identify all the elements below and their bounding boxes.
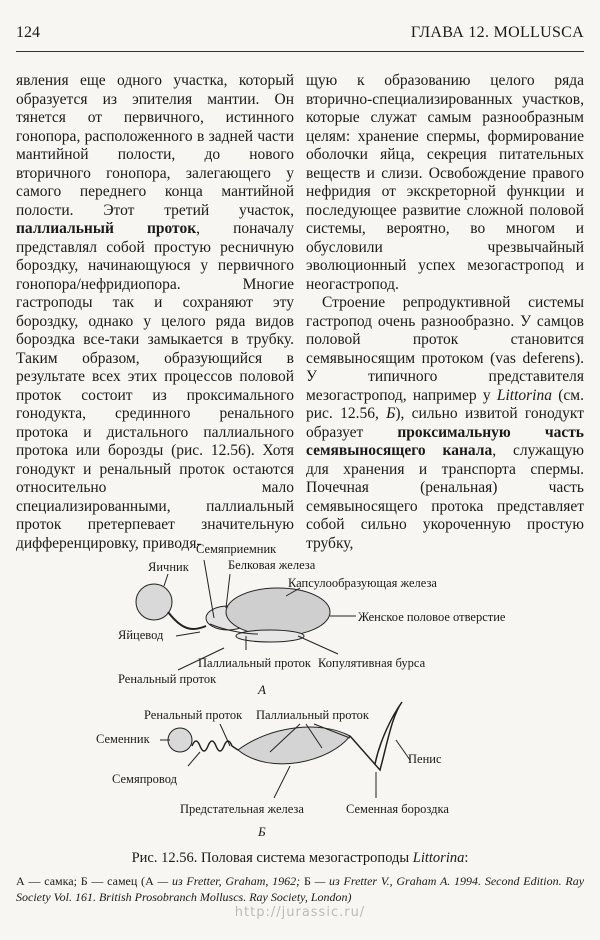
genus-name: Littorina [496, 386, 552, 404]
capsule-gland-shape [226, 588, 330, 636]
label-renal-duct-a: Ренальный проток [118, 672, 217, 686]
chapter-title: ГЛАВА 12. MOLLUSCA [410, 24, 584, 41]
label-seminal-receptacle: Семяприемник [196, 542, 277, 556]
term-proximal-vas: проксимальную часть семявыносящего канала [306, 423, 585, 459]
label-pallial-duct-b: Паллиальный проток [256, 708, 369, 722]
page-number: 124 [16, 24, 40, 41]
header-rule [16, 51, 584, 52]
prostate-shape [238, 727, 350, 764]
label-ovary: Яичник [148, 560, 189, 574]
testis-shape [168, 728, 192, 752]
label-capsule-gland: Капсулообразующая железа [288, 576, 437, 590]
label-albumen-gland: Белковая железа [228, 558, 316, 572]
label-penis: Пенис [408, 752, 442, 766]
figure-caption: Рис. 12.56. Половая система мезогастроподы Littorina: [131, 850, 469, 866]
vas-deferens-shape [192, 741, 238, 751]
ovary-shape [136, 584, 172, 620]
panel-b-letter: Б [258, 824, 266, 839]
label-pallial-duct-a: Паллиальный проток [198, 656, 311, 670]
panel-a-letter: А [258, 682, 266, 697]
figure-source-note: А — самка; Б — самец (А — из Fretter, Graham, 1962; Б — из Fretter V., Graham A. 1994. Second Edition. Ray Society Vol. 161. British Prosobranch Molluscs. Ray Society, London) [16, 874, 585, 904]
label-female-opening: Женское половое отверстие [358, 610, 506, 624]
label-testis: Семенник [96, 732, 150, 746]
right-column [306, 72, 584, 553]
oviduct-shape [168, 612, 206, 629]
figure-12-56 [0, 540, 600, 840]
label-oviduct: Яйцевод [118, 628, 164, 642]
paragraph: Строение репродуктивной системы гастропод очень разнообразно. У самцов половой проток становится семявыносящим протоком (vas deferens). У типичного представителя мезогастропод, например у Littorina (см. рис. 12.56, Б), сильно извитой гонодукт образует проксимальную часть семявыносящего канала, служащую для хранения и транспорта спермы. Почечная (ренальная) часть семявыносящего протока представляет собой сильно укороченную простую трубку, [306, 294, 585, 552]
watermark: http://jurassic.ru/ [234, 905, 366, 920]
label-seminal-groove: Семенная бороздка [346, 802, 449, 816]
label-vas-deferens: Семяпровод [112, 772, 177, 786]
label-renal-duct-b: Ренальный проток [144, 708, 243, 722]
running-header [16, 24, 584, 48]
term-pallial-duct: паллиальный проток [16, 220, 197, 237]
label-copulatory-bursa: Копулятивная бурса [318, 656, 426, 670]
left-column [16, 72, 294, 553]
paragraph: щую к образованию целого ряда вторично-специализированных участков, которые служат самым разнообразным целям: хранение спермы, формирование оболочки яйца, секреция питательных веществ и слизи. Освобождение правого нефридия от экскреторной функции и последующее развитие сложной половой системы, вероятно, во многом и обусловили чрезвычайный эволюционный успех мезогастропод и неогастропод. [306, 72, 584, 293]
paragraph: явления еще одного участка, который образуется из эпителия мантии. Он тянется от первичного, истинного гонопора, расположенного в задней части мантийной полости, до нового вторичного гонопора, залегающего у самого переднего конца мантийной полости. Этот третий участок, паллиальный проток, поначалу представлял собой простую ресничную бороздку, начинающуюся у первичного гонопора/нефридиопора. Многие гастроподы так и сохраняют эту бороздку, однако у целого ряда видов бороздка все-таки замыкается в трубку. Таким образом, образующийся в результате всех этих процессов половой проток состоит из проксимального гонодукта, срединного ренального протока и дистального паллиального протока или борозды (рис. 12.56). Хотя гонодукт и ренальный проток остаются относительно мало специализированными, паллиальный проток претерпевает значительную дифференцировку, приводя- [16, 72, 294, 552]
label-prostate: Предстательная железа [180, 802, 304, 816]
